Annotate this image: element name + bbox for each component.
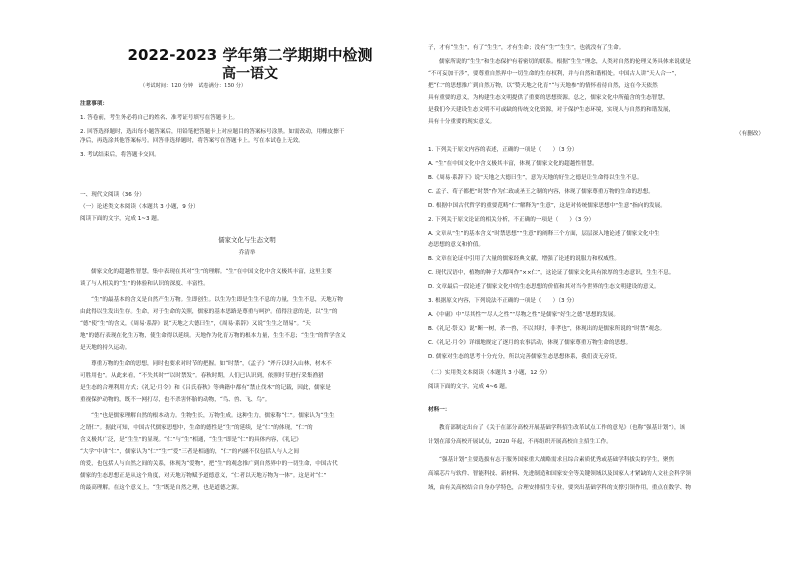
- essay-line: 是我们今天建设生态文明不可或缺的传统文化资源，对于保护生态环境，实现人与自然的和谐发展，: [428, 107, 675, 113]
- essay-line: “生”的最基本的含义是自然产生万物。生即创生。以生为生即是生生不息的力量，生生不息，天地万物: [91, 297, 343, 303]
- essay-line: 的最高理解。在这个意义上，“生”既是自然之理，也是道德之源。: [80, 485, 243, 491]
- question-option: A. “生”在中国文化中含义极其丰富，体现了儒家文化的超越性智慧。: [428, 161, 598, 167]
- notice-item: 净后，再选涂其他答案标号。回答非选择题时，将答案写在答题卡上。写在本试卷上无效。: [80, 138, 304, 144]
- essay-line: 具有重要的意义，为构建生态文明提供了重要的思想资源。总之，儒家文化中所蕴含的生态智慧，: [428, 95, 669, 101]
- essay-line: “不可妄加干涉”，要尊重自然界中一切生命的生存权利，并与自然和谐相处。中国古人讲“天人合一”，: [428, 71, 680, 77]
- essay-line: “大学”中讲“仁”，儒家认为“仁”“生”“爱”三者是相通的，“仁”的内涵不仅包括人与人之间: [80, 449, 299, 455]
- left-column: [80, 0, 414, 562]
- subsection-heading: （一）论述类文本阅读（本题共 3 小题，9 分）: [80, 204, 199, 210]
- essay-line: 尊重万物的生命的思想，同时也要求对时节的把握。如“时禁”，《孟子》“斧斤以时入山林，材木不: [91, 361, 332, 367]
- exam-title: 2022-2023 学年第二学期期中检测: [127, 46, 373, 64]
- material-line: 域，由有关高校结合自身办学特色，合理安排招生专业，要突出基础学科的支撑引领作用，重点在数学、物: [428, 485, 691, 491]
- material-line: 教育部制定出台了《关于在部分高校开展基础学科招生改革试点工作的意见》（也称“强基计划”），该: [439, 425, 686, 431]
- question-option: D. 根据中国古代哲学的重要范畴“仁”解释为“生意”，这是对传统儒家思想中“生意”指向的发展。: [428, 203, 666, 209]
- essay-line: 子，才有“生生”，有了“生生”，才有生命；没有“生”“生生”，也就没有了生命。: [428, 45, 625, 51]
- question-option: B.《周易·系辞下》说“天地之大德曰生”，意为天地的好生之德是让生命得以生生不息。: [428, 175, 643, 181]
- question-option: C. 现代汉语中，植物的种子大都叫作“××仁”，这论证了儒家文化具有浓厚的生态意识，生生不息。: [428, 270, 675, 276]
- notice-item: 2. 回答选择题时，选出每小题答案后，用铅笔把答题卡上对应题目的答案标号涂黑。如需改动，用橡皮擦干: [80, 129, 345, 135]
- reading-instruction: 阅读下面的文字，完成 4~6 题。: [428, 384, 511, 390]
- question-option: D. 文章最后一段论述了儒家文化中的生态思想的价值和其对当今世界的生态文明建设的意义。: [428, 284, 660, 290]
- essay-line: “德”使“生”的含义，《周易·系辞》说“天地之大德曰生”，《周易·系辞》又说“生生之谓易”。“天: [80, 321, 311, 327]
- question-option: B. 文章在论证中引用了大量的儒家经典文献，增强了论述的说服力和权威性。: [428, 256, 620, 262]
- question-option: A. 文章从“生”的基本含义“时禁思想”“生意”的阐释三个方面，层层深入地论述了儒家文化中生: [428, 231, 660, 237]
- essay-line: 儒家的生态思想正是从这个角度，对天地万物赋予道德意义，“仁者以天地万物为一体”。这是对“仁”: [80, 473, 327, 479]
- essay-author: 乔清举: [238, 250, 256, 256]
- question-option: C. 孟子、荀子都把“时禁”作为仁政或圣王之制的内容，体现了儒家尊重万物的生命的思想。: [428, 189, 654, 195]
- question-option: A.《中庸》中“尽其性”“尽人之性”“尽物之性”是儒家“好生之德”思想的发展。: [428, 312, 619, 318]
- question-option: C.《礼记·月令》详细地规定了逐月的农事活动，体现了儒家尊重万物生命的思想。: [428, 340, 632, 346]
- source-note: （有删改）: [736, 131, 764, 137]
- question-option: 态思想的意义和价值。: [428, 242, 484, 248]
- question-option: B.《礼记·祭义》说“断一树，杀一兽，不以其时，非孝也”，体现出的是儒家所说的“时禁”观念。: [428, 326, 666, 332]
- reading-instruction: 阅读下面的文字，完成 1~3 题。: [80, 216, 163, 222]
- notice-item: 3. 考试结束后，将答题卡交回。: [80, 152, 160, 158]
- essay-line: 具有十分重要的现实意义。: [428, 119, 496, 125]
- essay-line: 儒家文化的超越性智慧，集中表现在其对“生”的理解。“生”在中国文化中含义极其丰富，这里主要: [91, 269, 332, 275]
- essay-line: 是天地的持久运动。: [80, 345, 131, 351]
- material-line: 高端芯片与软件、智能科技、新材料、先进制造和国家安全等关键领域以及国家人才紧缺的人文社会科学领: [428, 471, 691, 477]
- right-column: [428, 0, 764, 562]
- question: 3. 根据原文内容，下列说法不正确的一项是（ ）（3 分）: [428, 298, 578, 304]
- section-heading: 一、现代文阅读（36 分）: [80, 192, 145, 198]
- essay-line: 的爱，也包括人与自然之间的关系，体现为“爱物”，把“生”的观念推广到自然界中的一切生命，中国古代: [80, 461, 338, 467]
- notice-heading: 注意事项：: [80, 101, 108, 107]
- subsection-heading: （二）实用类文本阅读（本题共 3 小题，12 分）: [428, 370, 551, 376]
- essay-line: 含义极其广泛，是“生生”的显现。“仁”与“生”相通，“生生”即是“仁”的具体内容，《礼记》: [80, 437, 302, 443]
- essay-line: 之谓仁”。据此可知，中国古代儒家思想中，生命的德性是“生”的延续，是“仁”的体现，“仁”的: [80, 425, 313, 431]
- essay-line: 由此得以生发出生存。生命，对于生命的关照，儒家的基本思路是尊重与呵护。值得注意的是，以“生”的: [80, 309, 338, 315]
- question: 2. 下列关于原文论证的相关分析，不正确的一项是（ ）（3 分）: [428, 217, 595, 223]
- essay-line: 是生态的合理利用方式；《礼记·月令》和《吕氏春秋》等典籍中都有“禁止伐木”的记载，因此，儒家是: [80, 385, 331, 391]
- essay-line: 把“仁”的思想推广到自然万物，以“赞天地之化育”“与天地参”的情怀看待自然，这在今天依然: [428, 83, 658, 89]
- material-line: “强基计划”主要选拔有志于服务国家重大战略需求且综合素质优秀或基础学科拔尖的学生，聚焦: [439, 457, 675, 463]
- question-option: D. 儒家对生态的思考十分充分，所以完善儒家生态思想体系，我们责无旁贷。: [428, 354, 621, 360]
- essay-line: 地”的德行表现在化生万物，使生命得以延续。天地作为化育万物的根本力量，生生不息；“生生”的哲学含义: [80, 333, 346, 339]
- exam-info: （考试时间：120 分钟 试卷满分：150 分）: [140, 83, 247, 89]
- essay-line: 儒家所说的“生生”和生态保护有着密切的联系。根据“生生”理念，人类对自然的伦理义务具体来说就是: [439, 59, 691, 65]
- essay-line: 重视保护动物的，既不一网打尽，也不杀害怀胎的动物，“鸟、兽、飞、鸟”。: [80, 397, 271, 403]
- exam-subject: 高一语文: [222, 66, 278, 82]
- essay-title: 儒家文化与生态文明: [218, 236, 276, 244]
- notice-item: 1. 答卷前，考生务必将自己的姓名、准考证号填写在答题卡上。: [80, 115, 239, 121]
- material-line: 计划在部分高校开展试点，2020 年起，不再组织开展高校自主招生工作。: [428, 439, 612, 445]
- essay-line: “生”也是儒家理解自然的根本动力。生物生长，万物生成。这种生力，儒家称“仁”。儒家认为“生生: [91, 413, 335, 419]
- question: 1. 下列关于原文内容的表述，正确的一项是（ ）（3 分）: [428, 147, 578, 153]
- essay-line: 谈了与人相关的“生”的体验和认识的深度、丰富性。: [80, 281, 209, 287]
- essay-line: 可胜用也”。从此来看，“不失其时”“以时禁发”。春秋时期，人们已认识到，依照时节进行采集渔猎: [80, 373, 324, 379]
- material-heading: 材料一：: [428, 407, 451, 413]
